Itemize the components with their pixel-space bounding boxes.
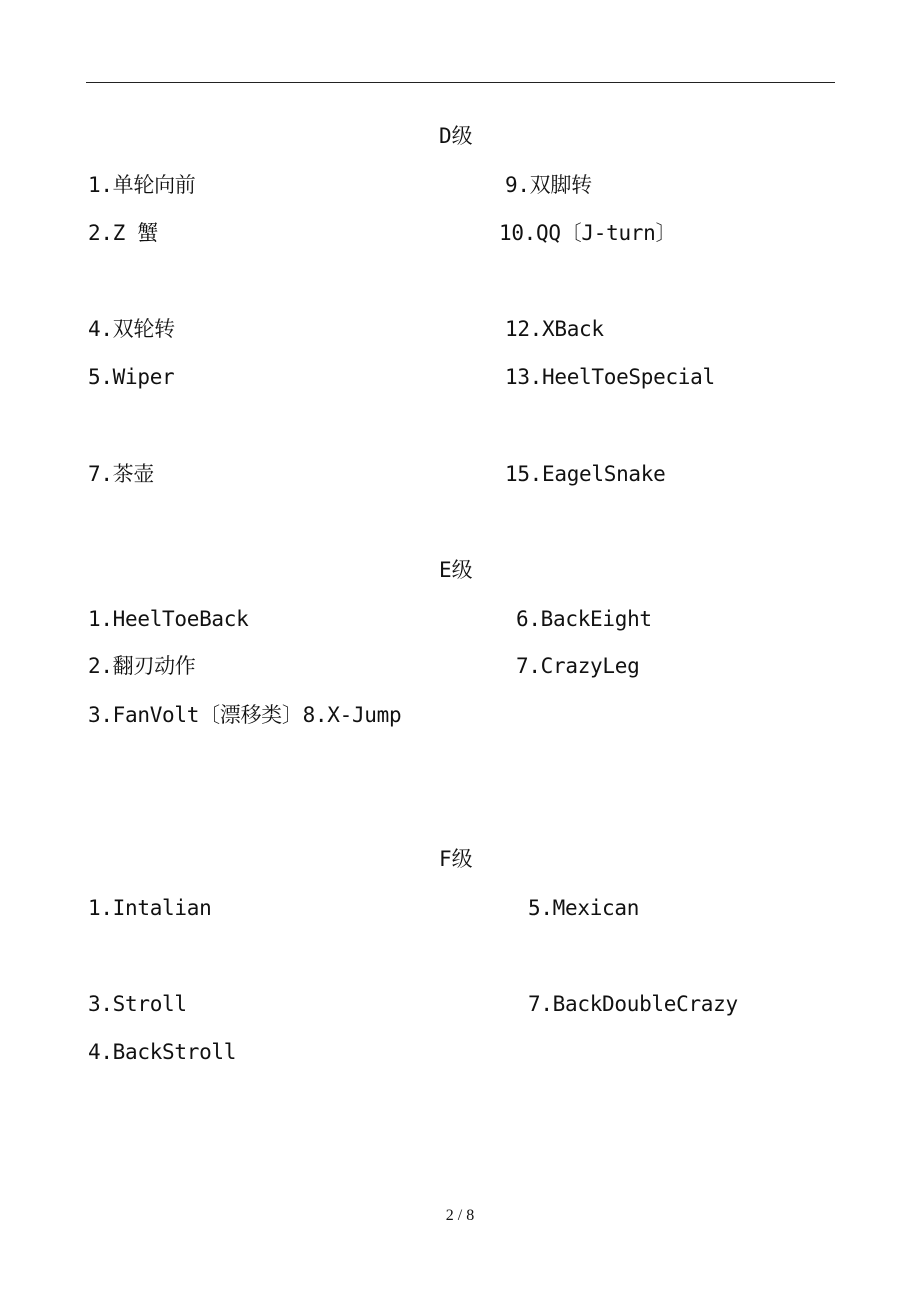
list-item: 9.双脚转 [505, 173, 592, 197]
list-item: 4.双轮转 [88, 317, 175, 341]
list-item: 10.QQ〔J-turn〕 [499, 221, 677, 245]
page-number: 2 / 8 [445, 1207, 475, 1224]
list-item: 12.XBack [505, 317, 604, 341]
list-item: 7.BackDoubleCrazy [528, 992, 738, 1016]
list-item: 15.EagelSnake [505, 462, 666, 486]
section-heading-f: F级 [439, 847, 473, 871]
list-item: 3.Stroll [88, 992, 187, 1016]
list-item: 1.Intalian [88, 896, 212, 920]
list-item: 4.BackStroll [88, 1040, 237, 1064]
list-item: 2.Z 蟹 [88, 221, 159, 245]
list-item: 1.HeelToeBack [88, 607, 249, 631]
list-item: 7.茶壶 [88, 462, 155, 486]
list-item: 1.单轮向前 [88, 173, 196, 197]
list-item: 5.Mexican [528, 896, 640, 920]
section-heading-d: D级 [439, 124, 473, 148]
list-item: 2.翻刃动作 [88, 654, 196, 678]
list-item: 5.Wiper [88, 365, 175, 389]
list-item: 7.CrazyLeg [516, 654, 640, 678]
list-item: 3.FanVolt〔漂移类〕8.X-Jump [88, 703, 402, 727]
list-item: 13.HeelToeSpecial [505, 365, 715, 389]
list-item: 6.BackEight [516, 607, 652, 631]
section-heading-e: E级 [439, 558, 473, 582]
header-rule [86, 82, 835, 83]
